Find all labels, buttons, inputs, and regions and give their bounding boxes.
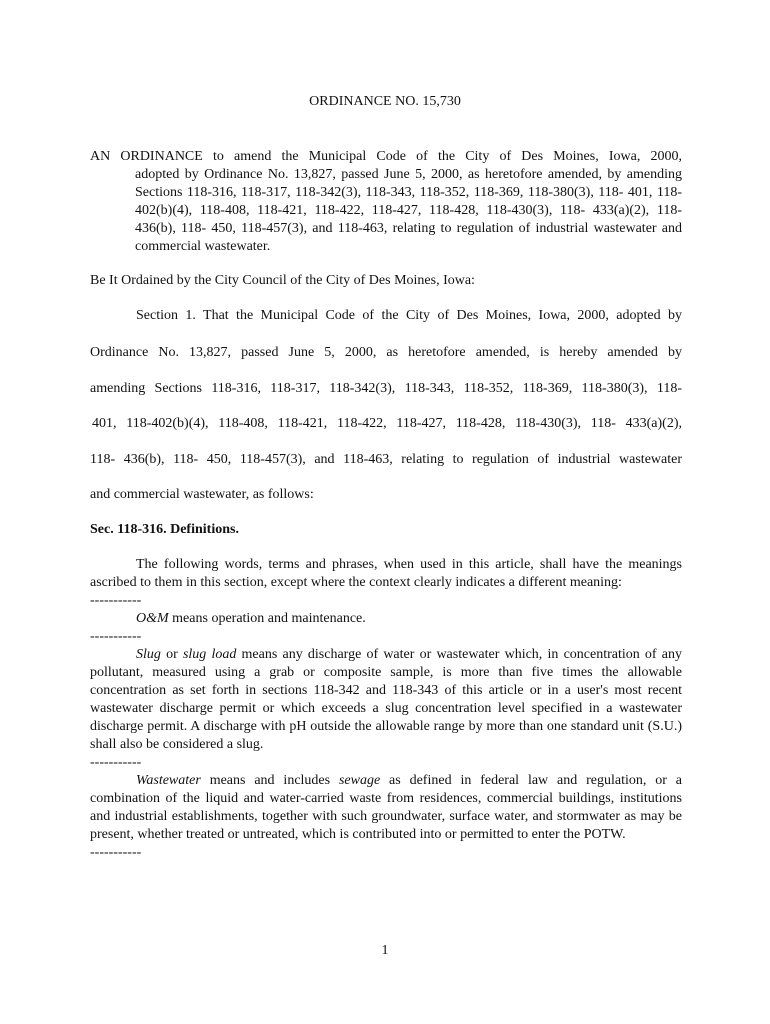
- definitions-intro: The following words, terms and phrases, when used in this article, shall have the meanings ascribed to them in this section, except where the context clearly indicates a different meaning:: [90, 557, 682, 590]
- section1-line: 118- 436(b), 118- 450, 118-457(3), and 118-463, relating to regulation of industrial wastewater: [90, 452, 682, 467]
- term-sewage: sewage: [338, 773, 381, 788]
- term-wastewater: Wastewater: [136, 773, 201, 788]
- ordinance-title: ORDINANCE NO. 15,730: [309, 94, 461, 109]
- section1-line: and commercial wastewater, as follows:: [90, 487, 314, 502]
- definition-wastewater: [90, 772, 682, 844]
- intro-first-line: AN ORDINANCE to amend the Municipal Code of the City of Des Moines, Iowa, 2000,: [90, 149, 682, 164]
- conjunction: or: [160, 647, 183, 662]
- separator: -----------: [90, 629, 142, 644]
- section1-line: Ordinance No. 13,827, passed June 5, 2000, as heretofore amended, is hereby amended by: [90, 345, 682, 360]
- definition-text: means any discharge of water or wastewater which, in concentration of any pollutant, measured using a grab or composite sample, is more than five times the allowable concentration as set forth in sections 118-342 and 118-343 of this article or in a user's most recent wastewater discharge permit or which exceeds a slug concentration level specified in a wastewater discharge permit. A discharge with pH outside the allowable range by more than one standard unit (S.U.) shall also be considered a slug.: [90, 647, 682, 752]
- definition-text: means and includes: [200, 773, 339, 788]
- definition-slug: [90, 646, 682, 754]
- definition-text: as defined in federal law and regulation, or a combination of the liquid and water-carried waste from residences, commercial buildings, institutions and industrial establishments, together with such groundwater, surface water, and stormwater as may be present, whether treated or untreated, which is contributed into or permitted to enter the POTW.: [90, 773, 683, 842]
- term-om: O&M: [136, 611, 169, 626]
- term-slug-load: slug load: [182, 647, 237, 662]
- section-heading: Sec. 118-316. Definitions.: [90, 522, 239, 537]
- page-number: 1: [381, 943, 389, 958]
- definitions-block: [90, 556, 682, 862]
- definition-text: means operation and maintenance.: [168, 611, 366, 626]
- definition-om: [90, 610, 682, 628]
- term-slug: Slug: [136, 647, 161, 662]
- separator: -----------: [90, 845, 142, 860]
- section1-line: Section 1. That the Municipal Code of the City of Des Moines, Iowa, 2000, adopted by: [136, 308, 682, 323]
- separator: -----------: [90, 593, 142, 608]
- ordinance-intro: [90, 148, 682, 256]
- intro-continuation: adopted by Ordinance No. 13,827, passed June 5, 2000, as heretofore amended, by amending Sections 118-316, 118-317, 118-342(3), 118-343, 118-352, 118-369, 118-380(3), 118- 401, 118-402(b)(4), 118-408, 118-421, 118-422, 118-427, 118-428, 118-430(3), 118- 433(a)(2), 118- 436(b), 118- 450, 118-457(3), and 118-463, relating to regulation of industrial wastewater and commercial wastewater.: [135, 167, 682, 254]
- section1-line: 401, 118-402(b)(4), 118-408, 118-421, 118-422, 118-427, 118-428, 118-430(3), 118- 433(a)(2),: [92, 416, 682, 431]
- separator: -----------: [90, 755, 142, 770]
- section1-line: amending Sections 118-316, 118-317, 118-342(3), 118-343, 118-352, 118-369, 118-380(3), 118-: [90, 381, 682, 396]
- ordained-clause: Be It Ordained by the City Council of the City of Des Moines, Iowa:: [90, 273, 475, 288]
